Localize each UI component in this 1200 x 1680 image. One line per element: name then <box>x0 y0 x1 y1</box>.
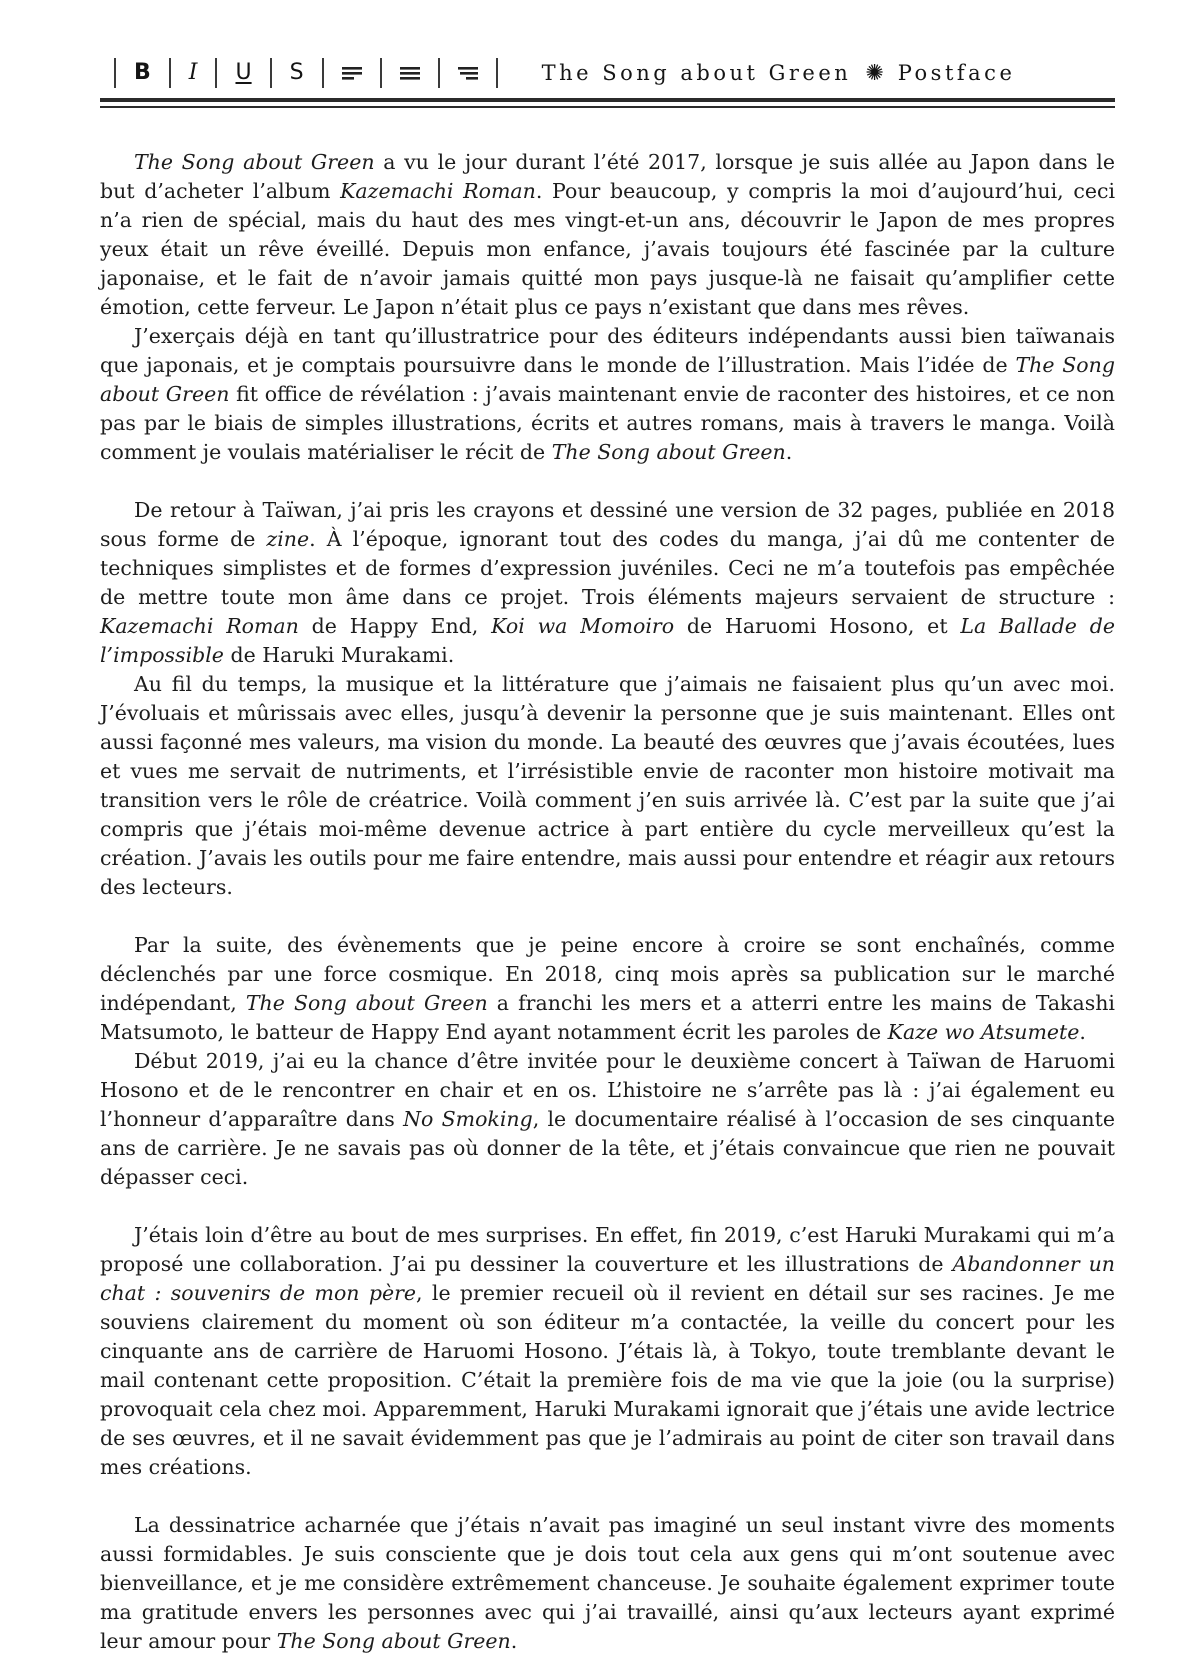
paragraph <box>100 1511 1115 1656</box>
format-toolbar <box>100 52 1115 94</box>
text-run: La dessinatrice acharnée que j’étais n’avait pas imaginé un seul instant vivre des moments aussi formidables. Je suis consciente que je dois tout cela aux gens qui m’ont soutenue avec bienveillance, et je me considère extrêmement chanceuse. Je souhaite également exprimer toute ma gratitude envers les personnes avec qui j’ai travaillé, ainsi qu’aux lecteurs ayant exprimé leur amour pour <box>100 1513 1115 1653</box>
header-title <box>542 61 1016 86</box>
text-run: . Pour beaucoup, y compris la moi d’aujourd’hui, ceci n’a rien de spécial, mais du haut des mes vingt-et-un ans, découvrir le Japon de mes propres yeux était un rêve éveillé. Depuis mon enfance, j’avais toujours été fascinée par la culture japonaise, et le fait de n’avoir jamais quitté mon pays jusque-là ne faisait qu’amplifier cette émotion, cette ferveur. Le Japon n’était plus ce pays n’existant que dans mes rêves. <box>100 179 1115 319</box>
paragraph <box>100 148 1115 322</box>
toolbar-separator <box>270 58 272 88</box>
paragraph <box>100 1221 1115 1482</box>
star-icon: ✺ <box>865 60 884 86</box>
text-run: J’étais loin d’être au bout de mes surprises. En effet, fin 2019, c’est Haruki Murakami qui m’a proposé une collaboration. J’ai pu dessiner la couverture et les illustrations de <box>100 1223 1115 1276</box>
italic-button[interactable]: I <box>185 62 202 84</box>
text-run: fit office de révélation : j’avais maintenant envie de raconter des histoires, et ce non pas par le biais de simples illustrations, écrits et autres romans, mais à travers le manga. Voilà comment je voulais matérialiser le récit de <box>100 382 1115 464</box>
italic-run: The Song about Green <box>551 440 786 464</box>
text-run: . À l’époque, ignorant tout des codes du manga, j’ai dû me contenter de techniques simplistes et de formes d’expression juvéniles. Ceci ne m’a toutefois pas empêchée de mettre toute mon âme dans ce projet. Trois éléments majeurs servaient de structure : <box>100 527 1115 609</box>
italic-run: Kazemachi Roman <box>340 179 536 203</box>
text-run: de Haruomi Hosono, et <box>674 614 961 638</box>
italic-run: Kaze wo Atsumete <box>887 1020 1080 1044</box>
text-run: de Haruki Murakami. <box>223 643 455 667</box>
toolbar-separator <box>322 58 324 88</box>
text-run: . <box>510 1629 518 1653</box>
italic-run: Koi wa Momoiro <box>491 614 675 638</box>
toolbar-separator <box>496 58 498 88</box>
toolbar-separator <box>438 58 440 88</box>
italic-run: The Song about Green <box>245 991 488 1015</box>
text-run: , le documentaire réalisé à l’occasion de ses cinquante ans de carrière. Je ne savais pas où donner de la tête, et j’étais convaincue que rien ne pouvait dépasser ceci. <box>100 1107 1115 1189</box>
align-right-icon[interactable] <box>454 65 482 82</box>
toolbar-separator <box>380 58 382 88</box>
paragraph <box>100 931 1115 1047</box>
italic-run: La Ballade de l’impossible <box>100 614 1116 667</box>
italic-run: The Song about Green <box>276 1629 511 1653</box>
text-run: Début 2019, j’ai eu la chance d’être invitée pour le deuxième concert à Taïwan de Haruomi Hosono et de le rencontrer en chair et en os. L’histoire ne s’arrête pas là : j’ai également eu l’honneur d’apparaître dans <box>100 1049 1115 1131</box>
header-title-book: The Song about Green <box>541 60 852 85</box>
underline-button[interactable]: U <box>231 62 255 84</box>
italic-run: The Song about Green <box>100 353 1115 406</box>
text-run: Au fil du temps, la musique et la littérature que j’aimais ne faisaient plus qu’un avec moi. J’évoluais et mûrissais avec elles, jusqu’à devenir la personne que je suis maintenant. Elles ont aussi façonné mes valeurs, ma vision du monde. La beauté des œuvres que j’avais écoutées, lues et vues me servait de nutriments, et l’irrésistible envie de raconter mon histoire motivait ma transition vers le rôle de créatrice. Voilà comment j’en suis arrivée là. C’est par la suite que j’ai compris que j’étais moi-même devenue actrice à part entière du cycle merveilleux qu’est la création. J’avais les outils pour me faire entendre, mais aussi pour entendre et réagir aux retours des lecteurs. <box>100 672 1115 899</box>
bold-button[interactable]: B <box>130 62 155 84</box>
paragraph <box>100 322 1115 467</box>
header-double-rule <box>100 98 1115 108</box>
text-run: . <box>785 440 793 464</box>
text-run: De retour à Taïwan, j’ai pris les crayons et dessiné une version de 32 pages, publiée en 2018 sous forme de <box>100 498 1115 551</box>
italic-run: No Smoking <box>403 1107 533 1131</box>
italic-run: Abandonner un chat : souvenirs de mon père <box>100 1252 1115 1305</box>
toolbar-separator <box>215 58 217 88</box>
paragraph <box>100 496 1115 670</box>
strikethrough-button[interactable]: S <box>286 62 308 84</box>
italic-run: zine <box>266 527 310 551</box>
italic-run: The Song about Green <box>134 150 375 174</box>
align-left-icon[interactable] <box>338 65 366 82</box>
document-body <box>100 148 1115 1656</box>
text-run: . <box>1079 1020 1086 1044</box>
paragraph <box>100 670 1115 902</box>
toolbar-separator <box>169 58 171 88</box>
italic-run: Kazemachi Roman <box>100 614 299 638</box>
text-run: Par la suite, des évènements que je peine encore à croire se sont enchaînés, comme déclenchés par une force cosmique. En 2018, cinq mois après sa publication sur le marché indépendant, <box>100 933 1115 1015</box>
text-run: a franchi les mers et a atterri entre les mains de Takashi Matsumoto, le batteur de Happy End ayant notamment écrit les paroles de <box>100 991 1115 1044</box>
toolbar-separator <box>114 58 116 88</box>
text-run: a vu le jour durant l’été 2017, lorsque je suis allée au Japon dans le but d’acheter l’album <box>100 150 1115 203</box>
text-run: , le premier recueil où il revient en détail sur ses racines. Je me souviens clairement du moment où son éditeur m’a contactée, la veille du concert pour les cinquante ans de carrière de Haruomi Hosono. J’étais là, à Tokyo, toute tremblante devant le mail contenant cette proposition. C’était la première fois de ma vie que la joie (ou la surprise) provoquait cela chez moi. Apparemment, Haruki Murakami ignorait que j’étais une avide lectrice de ses œuvres, et il ne savait évidemment pas que je l’admirais au point de citer son travail dans mes créations. <box>100 1281 1115 1479</box>
text-run: J’exerçais déjà en tant qu’illustratrice pour des éditeurs indépendants aussi bien taïwanais que japonais, et je comptais poursuivre dans le monde de l’illustration. Mais l’idée de <box>100 324 1115 377</box>
paragraph <box>100 1047 1115 1192</box>
align-justify-icon[interactable] <box>396 65 424 82</box>
header-title-section: Postface <box>897 60 1016 85</box>
text-run: de Happy End, <box>298 614 492 638</box>
